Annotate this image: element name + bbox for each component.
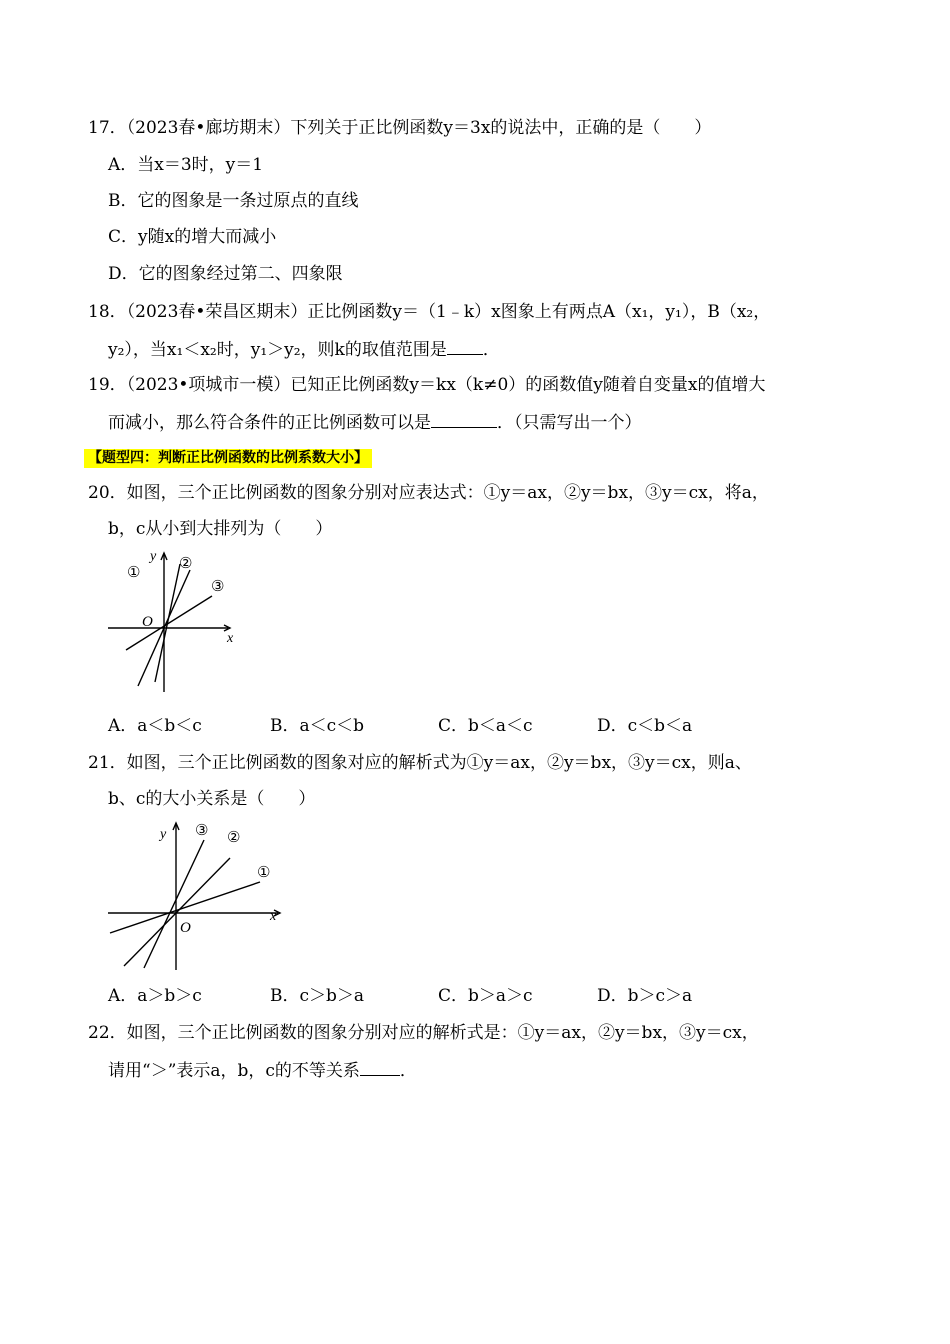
q19-line2-end: ．（只需写出一个） xyxy=(497,413,642,433)
q22-line1: 22．如图，三个正比例函数的图象分别对应的解析式是：①y＝ax，②y＝bx，③y＝cx， xyxy=(88,1023,759,1043)
q21-x-label: x xyxy=(270,909,277,924)
q20-y-label: y xyxy=(150,549,157,564)
q19-line2 xyxy=(108,411,642,434)
q19-line1: 19．（2023•项城市一模）已知正比例函数y＝kx（k≠0）的函数值y随着自变量x的值增大 xyxy=(88,375,766,395)
q20-line1: 20．如图，三个正比例函数的图象分别对应表达式：①y＝ax，②y＝bx，③y＝cx，将a， xyxy=(88,483,769,503)
q20-option-b: B．a＜c＜b xyxy=(270,716,365,736)
q21-line1: 21．如图，三个正比例函数的图象对应的解析式为①y＝ax，②y＝bx，③y＝cx，则a、 xyxy=(88,753,752,773)
q21-line-2 xyxy=(124,858,230,966)
q21-label-1: ① xyxy=(257,865,271,881)
q22-answer-blank[interactable] xyxy=(360,1059,400,1076)
q21-option-b: B．c＞b＞a xyxy=(270,986,365,1006)
q20-label-1: ① xyxy=(127,565,141,581)
q20-line-3 xyxy=(126,596,212,650)
q18-line1: 18．（2023春•荣昌区期末）正比例函数y＝（1﹣k）x图象上有两点A（x₁，y₁），B（x₂， xyxy=(88,302,771,322)
q21-figure xyxy=(100,816,290,978)
q18-line2-end: ． xyxy=(482,340,500,360)
q20-origin-label: O xyxy=(142,614,153,630)
q17-option-c: C．y随x的增大而减小 xyxy=(108,227,277,247)
q21-option-a: A．a＞b＞c xyxy=(108,986,202,1006)
q20-option-a: A．a＜b＜c xyxy=(108,716,202,736)
q21-label-2: ② xyxy=(227,830,241,846)
q20-figure xyxy=(100,546,250,700)
q22-line2-text: 请用“＞”表示a，b，c的不等关系 xyxy=(108,1061,360,1081)
q20-label-2: ② xyxy=(179,556,193,572)
q17-option-d: D．它的图象经过第二、四象限 xyxy=(108,264,343,284)
q21-y-label: y xyxy=(160,827,167,842)
q21-origin-label: O xyxy=(180,920,191,936)
q21-option-c: C．b＞a＞c xyxy=(438,986,533,1006)
q22-line2 xyxy=(108,1059,417,1082)
q21-line2: b、c的大小关系是（ ） xyxy=(108,789,316,809)
q17-option-b: B．它的图象是一条过原点的直线 xyxy=(108,191,359,211)
q18-line2 xyxy=(108,338,500,361)
q20-line-2 xyxy=(155,564,180,682)
q17-option-a: A．当x＝3时，y＝1 xyxy=(108,155,264,175)
q22-line2-end: ． xyxy=(399,1061,417,1081)
q18-answer-blank[interactable] xyxy=(447,338,483,355)
section-title: 【题型四：判断正比例函数的比例系数大小】 xyxy=(84,449,372,468)
q20-line2: b，c从小到大排列为（ ） xyxy=(108,519,333,539)
q21-label-3: ③ xyxy=(195,823,209,839)
q20-x-label: x xyxy=(227,631,234,646)
q19-line2-text: 而减小，那么符合条件的正比例函数可以是 xyxy=(108,413,431,433)
q18-line2-text: y₂），当x₁＜x₂时，y₁＞y₂，则k的取值范围是 xyxy=(108,340,447,360)
q21-option-d: D．b＞c＞a xyxy=(597,986,693,1006)
q17-stem: 17．（2023春•廊坊期末）下列关于正比例函数y＝3x的说法中，正确的是（ ） xyxy=(88,118,712,138)
q20-option-d: D．c＜b＜a xyxy=(597,716,693,736)
q19-answer-blank[interactable] xyxy=(431,411,497,428)
q20-label-3: ③ xyxy=(211,579,225,595)
q20-option-c: C．b＜a＜c xyxy=(438,716,533,736)
